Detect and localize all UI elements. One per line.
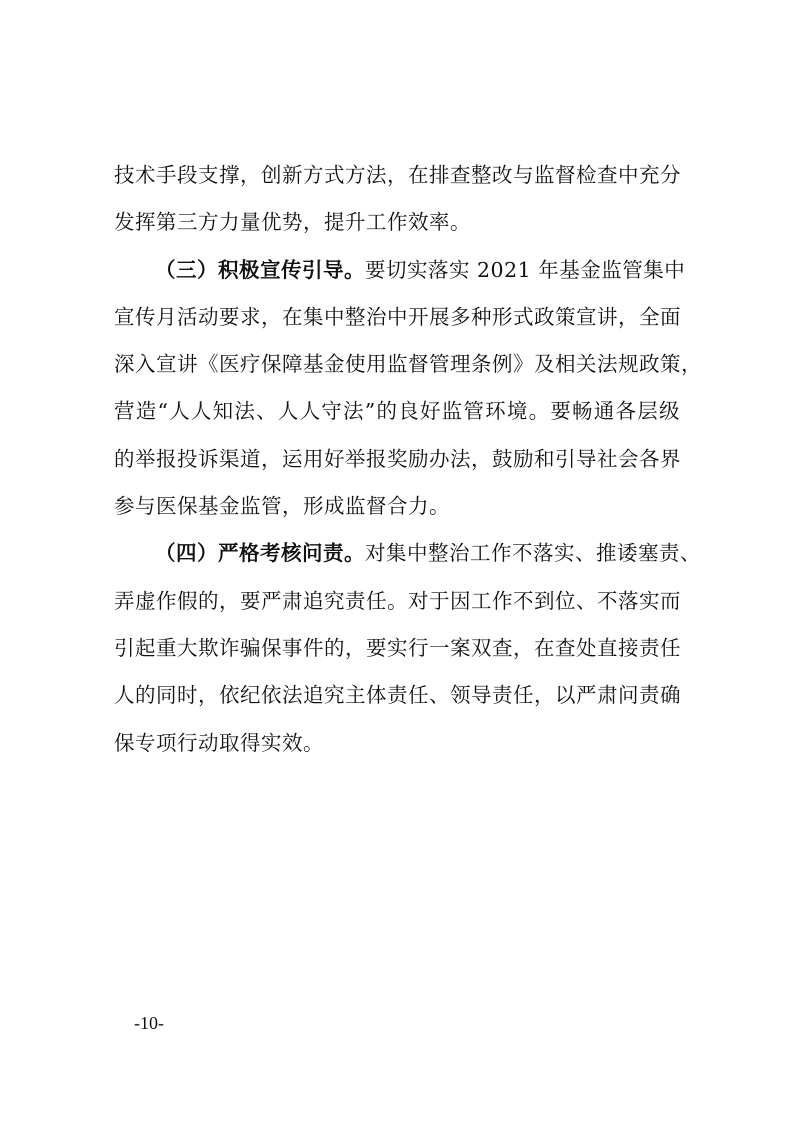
paragraph-line: 技术手段支撑，创新方式方法，在排查整改与监督检查中充分 [114,163,681,187]
paragraph-line: 发挥第三方力量优势，提升工作效率。 [114,210,471,235]
paragraph-line: 深入宣讲《医疗保障基金使用监督管理条例》及相关法规政策， [114,352,702,377]
paragraph-line: 营造“人人知法、人人守法”的良好监管环境。要畅通各层级 [114,399,680,424]
section-heading: （三）积极宣传引导。 [155,257,365,282]
paragraph-line: 弄虚作假的，要严肃追究责任。对于因工作不到位、不落实而 [114,588,681,613]
section-heading: （四）严格考核问责。 [155,541,365,566]
paragraph-line: 引起重大欺诈骗保事件的，要实行一案双查，在查处直接责任 [114,635,681,660]
page-number: -10- [134,1013,164,1033]
paragraph-line: 宣传月活动要求，在集中整治中开展多种形式政策宣讲，全面 [114,304,681,329]
paragraph-line: 人的同时，依纪依法追究主体责任、领导责任，以严肃问责确 [114,683,681,708]
paragraph-line: 的举报投诉渠道，运用好举报奖励办法，鼓励和引导社会各界 [114,446,681,471]
paragraph-line: 参与医保基金监管，形成监督合力。 [114,494,450,519]
paragraph-line: 保专项行动取得实效。 [114,730,324,755]
body-text [114,152,702,767]
section-heading-line: （四）严格考核问责。对集中整治工作不落实、推诿塞责、 [155,541,701,566]
section-heading-line: （三）积极宣传引导。要切实落实 2021 年基金监管集中 [155,257,686,282]
